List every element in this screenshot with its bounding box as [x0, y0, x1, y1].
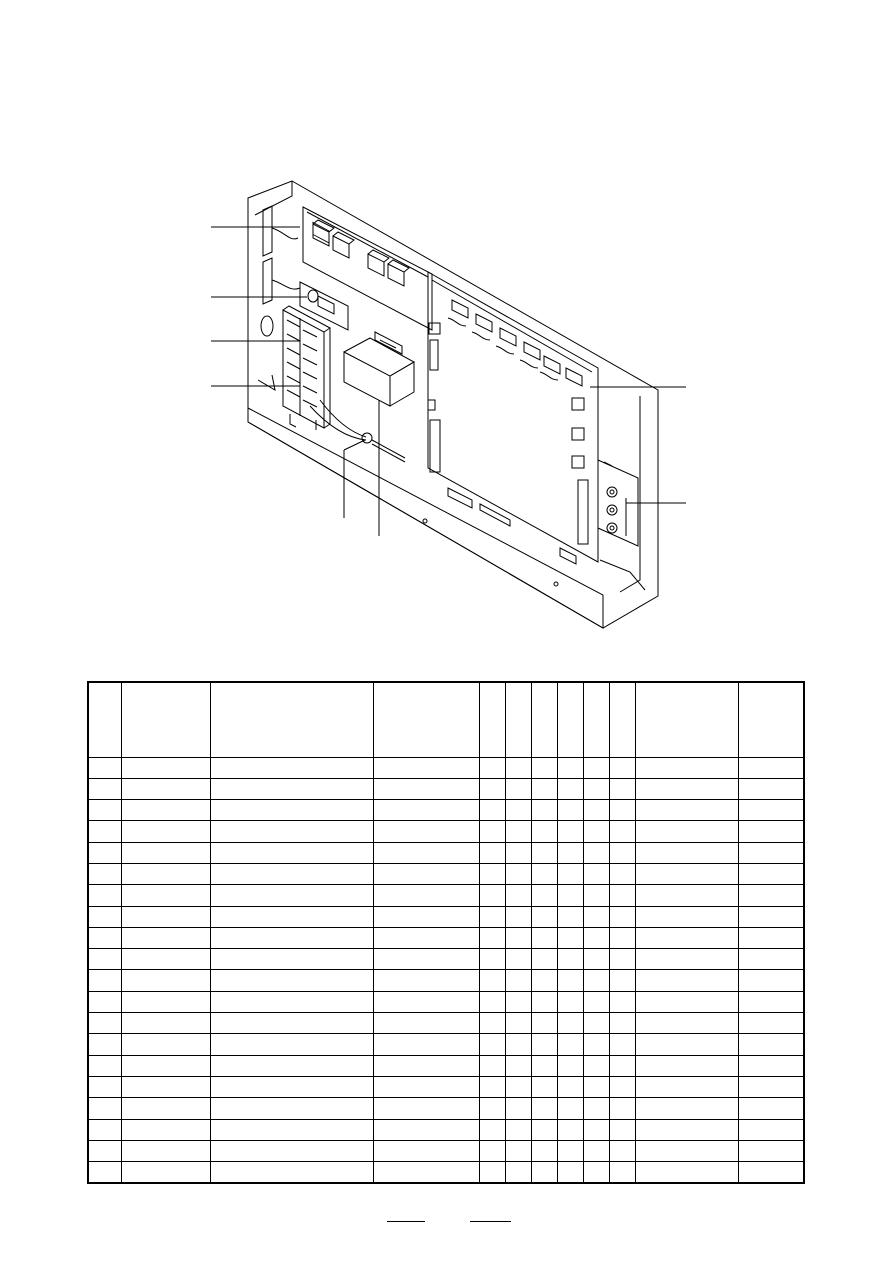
- table-cell: [373, 1098, 479, 1119]
- table-cell: [88, 885, 121, 906]
- table-cell: [557, 927, 583, 948]
- table-cell: [505, 1162, 531, 1183]
- table-cell: [609, 842, 635, 863]
- table-cell: [505, 778, 531, 799]
- table-cell: [635, 821, 738, 842]
- table-cell: [531, 1034, 557, 1055]
- table-cell: [121, 842, 210, 863]
- table-cell: [210, 949, 373, 970]
- table-cell: [557, 1055, 583, 1076]
- table-cell: [738, 1055, 804, 1076]
- table-cell: [121, 1034, 210, 1055]
- table-cell: [583, 927, 609, 948]
- table-cell: [557, 885, 583, 906]
- table-cell: [738, 757, 804, 778]
- table-row: [88, 1013, 804, 1034]
- table-cell: [210, 757, 373, 778]
- table-cell: [609, 1098, 635, 1119]
- table-cell: [373, 1140, 479, 1161]
- table-body: [88, 757, 804, 1183]
- table-cell: [738, 1013, 804, 1034]
- transformer: [344, 332, 414, 406]
- table-cell: [373, 970, 479, 991]
- table-cell: [88, 842, 121, 863]
- table-cell: [505, 970, 531, 991]
- table-cell: [635, 757, 738, 778]
- table-cell: [609, 800, 635, 821]
- table-cell: [479, 757, 505, 778]
- table-cell: [479, 1034, 505, 1055]
- table-cell: [479, 1140, 505, 1161]
- table-cell: [479, 821, 505, 842]
- table-cell: [583, 1013, 609, 1034]
- table-cell: [505, 949, 531, 970]
- table-cell: [505, 842, 531, 863]
- table-cell: [121, 1140, 210, 1161]
- table-cell: [88, 821, 121, 842]
- table-cell: [479, 906, 505, 927]
- table-row: [88, 863, 804, 884]
- table-cell: [531, 1013, 557, 1034]
- table-cell: [121, 949, 210, 970]
- relay-board: [303, 207, 432, 330]
- table-cell: [373, 1076, 479, 1097]
- table-cell: [557, 1076, 583, 1097]
- table-row: [88, 970, 804, 991]
- table-cell: [88, 991, 121, 1012]
- table-cell: [373, 1119, 479, 1140]
- table-cell: [583, 1098, 609, 1119]
- table-cell: [557, 800, 583, 821]
- table-cell: [583, 1034, 609, 1055]
- table-cell: [738, 800, 804, 821]
- table-cell: [609, 970, 635, 991]
- table-cell: [121, 1076, 210, 1097]
- table-cell: [557, 1013, 583, 1034]
- table-cell: [531, 1119, 557, 1140]
- table-cell: [531, 1098, 557, 1119]
- table-cell: [635, 991, 738, 1012]
- table-cell: [635, 970, 738, 991]
- table-cell: [479, 1162, 505, 1183]
- table-cell: [583, 863, 609, 884]
- main-control-board: [428, 272, 598, 564]
- column-header: [531, 682, 557, 757]
- table-cell: [373, 821, 479, 842]
- table-cell: [373, 778, 479, 799]
- table-cell: [557, 949, 583, 970]
- table-cell: [583, 842, 609, 863]
- table-cell: [210, 800, 373, 821]
- table-cell: [609, 863, 635, 884]
- table-cell: [609, 1119, 635, 1140]
- table-row: [88, 1076, 804, 1097]
- footer-blank-left: [387, 1221, 425, 1222]
- table-cell: [635, 800, 738, 821]
- table-cell: [609, 1076, 635, 1097]
- table-cell: [88, 757, 121, 778]
- table-cell: [479, 885, 505, 906]
- table-cell: [121, 906, 210, 927]
- table-row: [88, 1140, 804, 1161]
- table-cell: [531, 970, 557, 991]
- table-cell: [479, 1076, 505, 1097]
- table-cell: [583, 1140, 609, 1161]
- table-cell: [609, 885, 635, 906]
- table-cell: [373, 863, 479, 884]
- table-row: [88, 757, 804, 778]
- table-cell: [738, 1140, 804, 1161]
- table-cell: [210, 1162, 373, 1183]
- table-cell: [88, 1140, 121, 1161]
- table-row: [88, 1119, 804, 1140]
- table-row: [88, 1162, 804, 1183]
- table-cell: [557, 906, 583, 927]
- column-header: [557, 682, 583, 757]
- table-row: [88, 885, 804, 906]
- table-cell: [210, 970, 373, 991]
- cable-clips: [263, 206, 300, 304]
- table-cell: [373, 885, 479, 906]
- table-cell: [609, 821, 635, 842]
- table-cell: [479, 927, 505, 948]
- table-cell: [609, 1055, 635, 1076]
- table-cell: [121, 991, 210, 1012]
- table-cell: [479, 800, 505, 821]
- table-cell: [557, 1119, 583, 1140]
- column-header: [505, 682, 531, 757]
- table-cell: [210, 1055, 373, 1076]
- table-cell: [557, 842, 583, 863]
- column-header: [609, 682, 635, 757]
- table-cell: [505, 991, 531, 1012]
- table-cell: [121, 863, 210, 884]
- table-cell: [557, 863, 583, 884]
- table-cell: [88, 1098, 121, 1119]
- table-cell: [479, 778, 505, 799]
- table-cell: [738, 1119, 804, 1140]
- table-cell: [373, 906, 479, 927]
- column-header: [479, 682, 505, 757]
- table-cell: [505, 800, 531, 821]
- table-cell: [88, 778, 121, 799]
- table-cell: [88, 949, 121, 970]
- table-cell: [505, 906, 531, 927]
- table-cell: [583, 1076, 609, 1097]
- table-cell: [583, 970, 609, 991]
- table-cell: [635, 949, 738, 970]
- table-cell: [738, 949, 804, 970]
- table-cell: [210, 1098, 373, 1119]
- board-connectors: [448, 300, 582, 386]
- column-header: [635, 682, 738, 757]
- table-row: [88, 949, 804, 970]
- table-cell: [609, 927, 635, 948]
- table-cell: [531, 1162, 557, 1183]
- table-cell: [583, 757, 609, 778]
- table-cell: [210, 1034, 373, 1055]
- table-cell: [738, 1034, 804, 1055]
- table-cell: [609, 1034, 635, 1055]
- table-cell: [373, 842, 479, 863]
- table-row: [88, 906, 804, 927]
- table-cell: [479, 1013, 505, 1034]
- table-cell: [210, 842, 373, 863]
- table-cell: [531, 863, 557, 884]
- table-cell: [505, 927, 531, 948]
- table-cell: [479, 1098, 505, 1119]
- table-cell: [531, 757, 557, 778]
- table-cell: [210, 863, 373, 884]
- table-row: [88, 1034, 804, 1055]
- table-cell: [738, 885, 804, 906]
- table-cell: [635, 885, 738, 906]
- table-cell: [88, 1076, 121, 1097]
- table-cell: [505, 1098, 531, 1119]
- table-cell: [635, 1076, 738, 1097]
- table-cell: [583, 778, 609, 799]
- table-cell: [609, 949, 635, 970]
- table-cell: [531, 800, 557, 821]
- table-cell: [609, 1013, 635, 1034]
- table-cell: [583, 1162, 609, 1183]
- table-cell: [583, 991, 609, 1012]
- table-row: [88, 1098, 804, 1119]
- table-cell: [738, 906, 804, 927]
- table-cell: [505, 757, 531, 778]
- table-cell: [121, 885, 210, 906]
- table-row: [88, 778, 804, 799]
- table-cell: [121, 970, 210, 991]
- table-cell: [210, 1140, 373, 1161]
- table-cell: [479, 863, 505, 884]
- table-cell: [88, 906, 121, 927]
- table-cell: [609, 778, 635, 799]
- table-cell: [531, 927, 557, 948]
- table-cell: [635, 863, 738, 884]
- table-cell: [557, 1098, 583, 1119]
- table-cell: [531, 778, 557, 799]
- column-header: [373, 682, 479, 757]
- table-cell: [210, 885, 373, 906]
- terminal-screws: [287, 320, 317, 407]
- table-cell: [738, 927, 804, 948]
- table-cell: [88, 1162, 121, 1183]
- table-cell: [88, 970, 121, 991]
- table-cell: [531, 991, 557, 1012]
- table-cell: [88, 927, 121, 948]
- table-cell: [479, 991, 505, 1012]
- table-cell: [635, 1098, 738, 1119]
- table-cell: [635, 906, 738, 927]
- table-cell: [373, 927, 479, 948]
- table-cell: [121, 800, 210, 821]
- column-header: [210, 682, 373, 757]
- table-row: [88, 821, 804, 842]
- table-cell: [121, 1055, 210, 1076]
- table-cell: [738, 821, 804, 842]
- table-cell: [373, 1034, 479, 1055]
- table-cell: [557, 821, 583, 842]
- table-cell: [583, 821, 609, 842]
- table-cell: [373, 1162, 479, 1183]
- table-cell: [531, 906, 557, 927]
- table-cell: [738, 863, 804, 884]
- table-cell: [635, 1034, 738, 1055]
- table-cell: [738, 1098, 804, 1119]
- terminal-block: [283, 306, 330, 430]
- table-cell: [635, 1119, 738, 1140]
- table-cell: [210, 821, 373, 842]
- table-cell: [88, 800, 121, 821]
- table-cell: [373, 991, 479, 1012]
- table-cell: [635, 927, 738, 948]
- table-cell: [583, 949, 609, 970]
- table-cell: [210, 1119, 373, 1140]
- table-cell: [505, 1055, 531, 1076]
- table-cell: [121, 757, 210, 778]
- table-cell: [373, 757, 479, 778]
- table-cell: [210, 778, 373, 799]
- parts-list-table: [87, 681, 805, 1184]
- table-cell: [738, 842, 804, 863]
- column-header: [88, 682, 121, 757]
- table-cell: [557, 970, 583, 991]
- column-header: [583, 682, 609, 757]
- table-cell: [121, 778, 210, 799]
- table-cell: [609, 906, 635, 927]
- table-cell: [635, 1162, 738, 1183]
- table-cell: [557, 757, 583, 778]
- table-cell: [635, 1055, 738, 1076]
- table-cell: [88, 1034, 121, 1055]
- table-cell: [635, 842, 738, 863]
- table-cell: [609, 991, 635, 1012]
- table-cell: [635, 1140, 738, 1161]
- table-cell: [583, 1119, 609, 1140]
- column-header: [738, 682, 804, 757]
- table-cell: [88, 863, 121, 884]
- table-cell: [505, 1013, 531, 1034]
- table-cell: [505, 1076, 531, 1097]
- table-cell: [557, 778, 583, 799]
- table-cell: [557, 1034, 583, 1055]
- table-cell: [121, 821, 210, 842]
- table-cell: [121, 1119, 210, 1140]
- table-cell: [88, 1055, 121, 1076]
- table-cell: [583, 906, 609, 927]
- table-row: [88, 1055, 804, 1076]
- table-cell: [479, 1055, 505, 1076]
- table-cell: [531, 1140, 557, 1161]
- table-cell: [373, 1055, 479, 1076]
- table-cell: [121, 1162, 210, 1183]
- table-cell: [121, 1013, 210, 1034]
- table-cell: [210, 1076, 373, 1097]
- table-cell: [738, 778, 804, 799]
- table-cell: [88, 1119, 121, 1140]
- table-cell: [531, 842, 557, 863]
- table-cell: [479, 1119, 505, 1140]
- table-cell: [531, 1076, 557, 1097]
- table-cell: [210, 991, 373, 1012]
- table-cell: [557, 991, 583, 1012]
- table-cell: [479, 842, 505, 863]
- table-cell: [531, 1055, 557, 1076]
- table-cell: [121, 1098, 210, 1119]
- table-row: [88, 991, 804, 1012]
- table-row: [88, 927, 804, 948]
- table-row: [88, 842, 804, 863]
- table-cell: [738, 970, 804, 991]
- table-cell: [609, 1162, 635, 1183]
- table-cell: [479, 970, 505, 991]
- table-cell: [531, 885, 557, 906]
- column-header: [121, 682, 210, 757]
- table-cell: [505, 863, 531, 884]
- table-cell: [505, 1140, 531, 1161]
- table-cell: [210, 1013, 373, 1034]
- table-cell: [609, 1140, 635, 1161]
- table-cell: [583, 885, 609, 906]
- table-cell: [373, 1013, 479, 1034]
- table-cell: [557, 1140, 583, 1161]
- table-cell: [505, 1119, 531, 1140]
- table-cell: [121, 927, 210, 948]
- table-cell: [531, 949, 557, 970]
- table-cell: [373, 800, 479, 821]
- table-cell: [505, 1034, 531, 1055]
- table-cell: [373, 949, 479, 970]
- footer-blank-right: [470, 1221, 511, 1222]
- table-cell: [583, 1055, 609, 1076]
- table-cell: [210, 927, 373, 948]
- table-row: [88, 800, 804, 821]
- table-cell: [505, 821, 531, 842]
- table-cell: [210, 906, 373, 927]
- table-cell: [557, 1162, 583, 1183]
- table-cell: [88, 1013, 121, 1034]
- table-cell: [479, 949, 505, 970]
- table-cell: [609, 757, 635, 778]
- table-header-row: [88, 682, 804, 757]
- table-cell: [635, 778, 738, 799]
- table-cell: [635, 1013, 738, 1034]
- table-cell: [738, 991, 804, 1012]
- table-cell: [583, 800, 609, 821]
- table-cell: [738, 1076, 804, 1097]
- table-cell: [505, 885, 531, 906]
- table-cell: [531, 821, 557, 842]
- table-cell: [738, 1162, 804, 1183]
